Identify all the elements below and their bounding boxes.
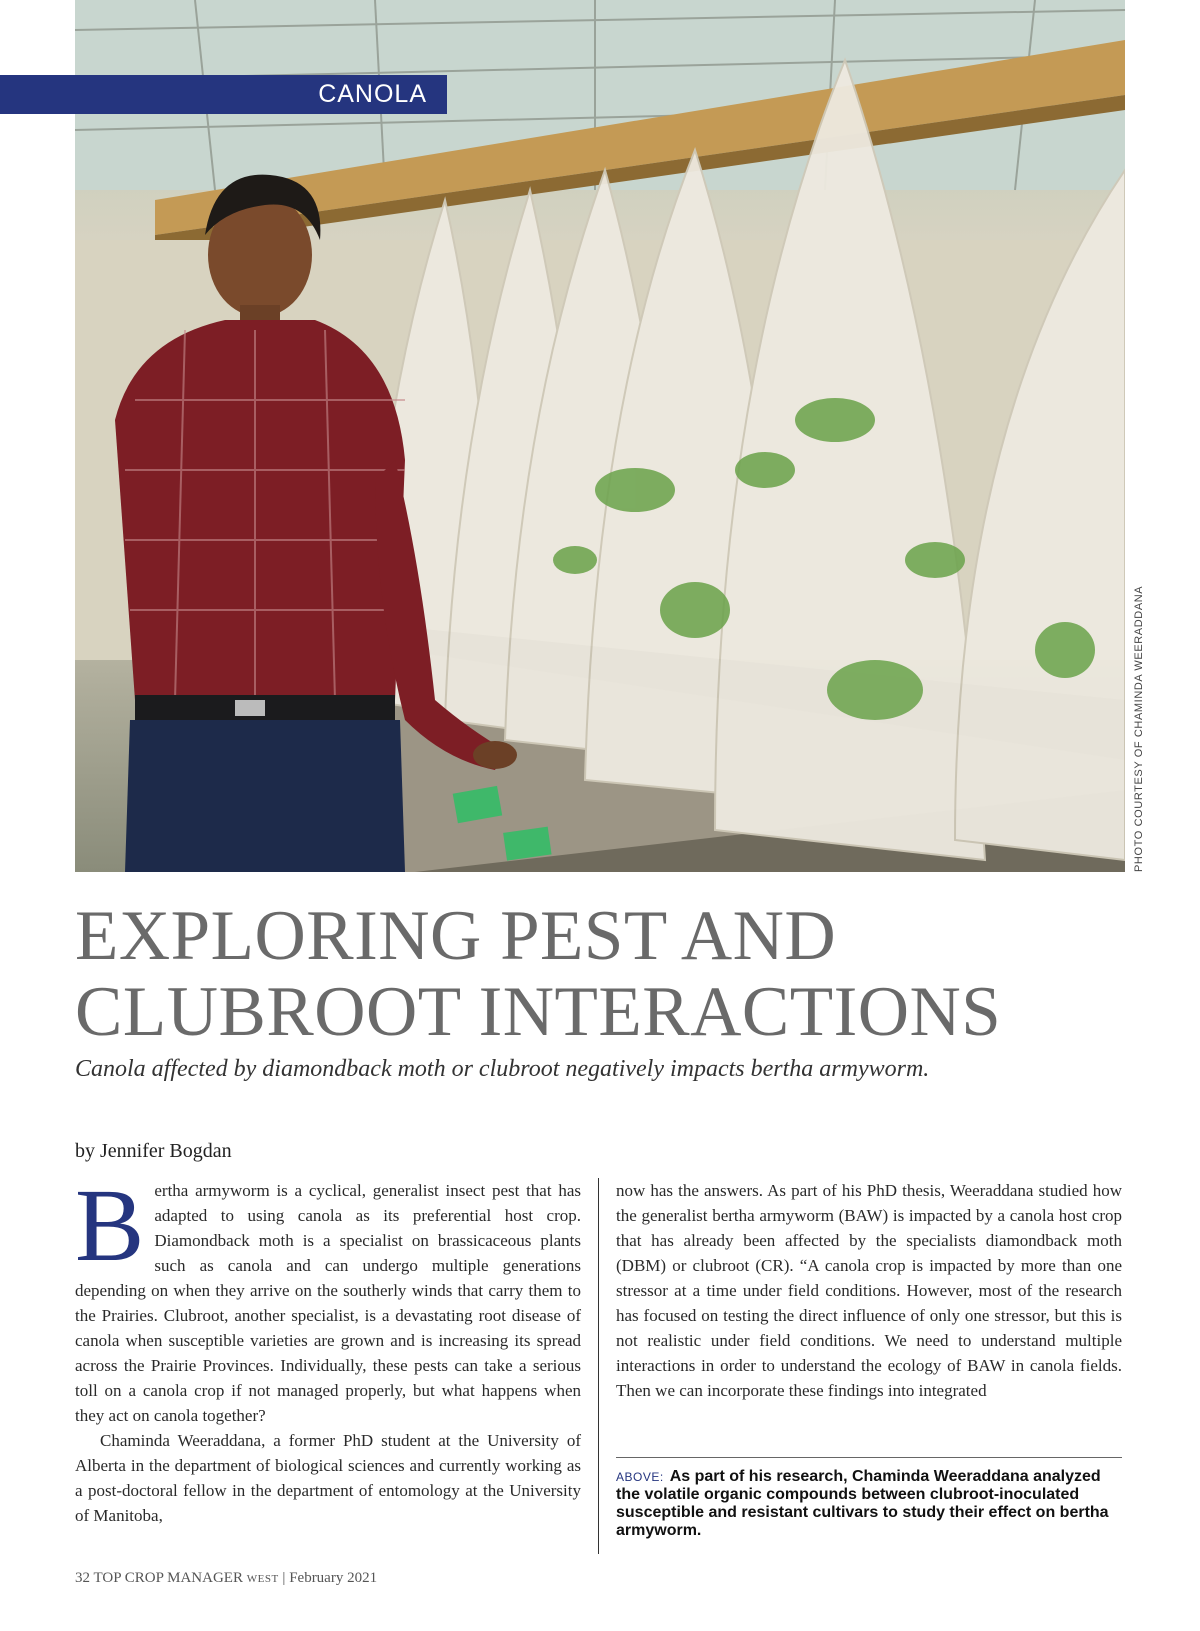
page-number: 32 — [75, 1570, 90, 1586]
body-column-left — [75, 1168, 581, 1528]
column-divider — [598, 1178, 599, 1554]
body-column-right — [616, 1178, 1122, 1403]
article-subhead: Canola affected by diamondback moth or clubroot negatively impacts bertha armyworm. — [75, 1056, 930, 1082]
article-photo — [75, 0, 1125, 872]
article-byline: by Jennifer Bogdan — [75, 1140, 232, 1162]
magazine-edition: WEST — [246, 1573, 279, 1585]
photo-caption — [616, 1468, 1122, 1540]
headline-line-1: EXPLORING PEST AND — [75, 897, 837, 975]
issue-date: February 2021 — [289, 1570, 378, 1586]
caption-text: As part of his research, Chaminda Weeraddana analyzed the volatile organic compounds between clubroot-inoculated susceptible and resistant cultivars to study their effect on bertha armyworm. — [616, 1468, 1109, 1539]
footer-separator: | — [282, 1570, 286, 1586]
body-paragraph: Chaminda Weeraddana, a former PhD student at the University of Alberta in the department of biological sciences and currently working as a post-doctoral fellow in the department of entomology at the University of Manitoba, — [75, 1431, 581, 1525]
body-paragraph — [75, 1168, 581, 1428]
caption-rule — [616, 1457, 1122, 1458]
body-paragraph-text: ertha armyworm is a cyclical, generalist insect pest that has adapted to using canola as its preferential host crop. Diamondback moth is a specialist on brassicaceous plants such as canola and can undergo multiple generations depending on when they arrive on the southerly winds that carry them to the Prairies. Clubroot, another specialist, is a devastating root disease of canola when susceptible varieties are grown and is increasing its spread across the Prairie Provinces. Individually, these pests can take a serious toll on a canola crop if not managed properly, but what happens when they act on canola together? — [75, 1181, 581, 1425]
page-footer — [75, 1570, 377, 1587]
greenhouse-photo-illustration — [75, 0, 1125, 872]
article-headline — [75, 898, 1135, 1050]
body-paragraph: now has the answers. As part of his PhD thesis, Weeraddana studied how the generalist bertha armyworm (BAW) is impacted by a canola host crop that has already been affected by the specialists diamondback moth (DBM) or clubroot (CR). “A canola crop is impacted by more than one stressor at a time under field conditions. However, most of the research has focused on testing the direct influence of only one stressor, but this is not realistic under field conditions. We need to understand multiple interactions in order to understand the ecology of BAW in canola fields. Then we can incorporate these findings into integrated — [616, 1181, 1122, 1400]
headline-line-2: CLUBROOT INTERACTIONS — [75, 973, 1002, 1051]
caption-label: ABOVE: — [616, 1470, 664, 1484]
magazine-name: TOP CROP MANAGER — [93, 1570, 243, 1586]
section-tag: CANOLA — [0, 75, 447, 114]
drop-cap: B — [75, 1168, 145, 1283]
photo-credit: PHOTO COURTESY OF CHAMINDA WEERADDANA — [1133, 585, 1145, 872]
